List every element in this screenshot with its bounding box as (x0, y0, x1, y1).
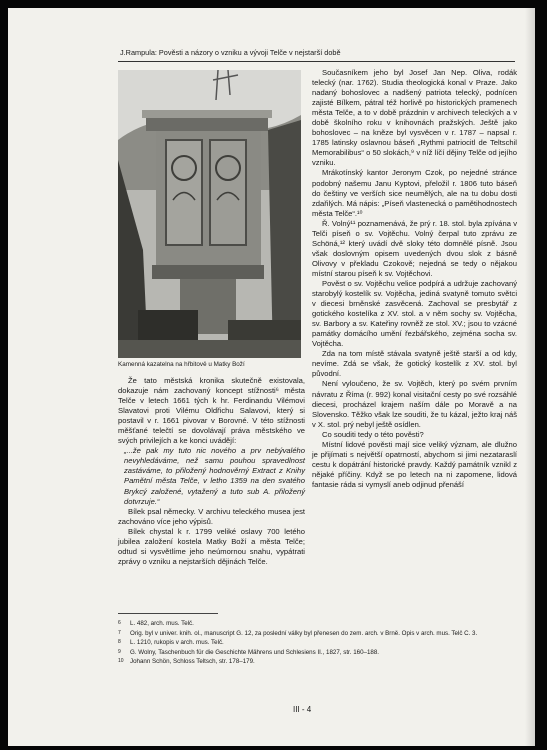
paragraph: Bílek chystal k r. 1799 veliké oslavy 700 letého jubilea založení kostela Matky Boží a města Telče; odtud si vysvětlíme jeho neúmornou snahu, vypátrati zprávy o vzniku a nejstarších dějinách Telče. (118, 526, 305, 566)
page (8, 8, 535, 746)
footnote-number: 9 (118, 648, 121, 655)
running-header: J.Rampula: Pověsti a názory o vzniku a vývoji Telče v nejstarší době (120, 48, 341, 57)
paragraph: Místní lidové pověsti mají sice veliký význam, ale dlužno je přijímati s největší opatrností, abychom si jimi nezataraslí cestu k dopátrání historické pravdy. Každý památník vznikl z nějaké příčiny. Když se po letech na ni zapomene, lidová fantasie ráda si vymyslí aneb odjinud přenáší (312, 439, 517, 489)
paragraph: Bílek psal německy. V archivu teleckého musea jest zachováno více jeho výpisů. (118, 506, 305, 526)
footnote (118, 629, 517, 639)
footnote-rule (118, 613, 218, 614)
header-rule (118, 61, 515, 62)
footnote-number: 8 (118, 639, 121, 646)
footnote-number: 10 (118, 658, 124, 665)
footnote-text: L. 482, arch. mus. Telč. (130, 620, 194, 627)
footnote (118, 648, 517, 658)
footnote-text: G. Wolny, Taschenbuch für die Geschichte Mährens und Schlesiens II., 1827, str. 160–188. (130, 648, 380, 656)
paragraph: Současníkem jeho byl Josef Jan Nep. Oliva, rodák telecký (nar. 1762). Studia theologická konal v Praze. Jako nadaný bohoslovec a nadšený patriota telecký, podnícen zajisté Bílkem, pátral též horlivě po historických pramenech města Telče, a to v době prázdnin v archivech teleckých a v době školního roku v knihovnách pražských. Ještě jako bohoslovec – na kněze byl vysvěcen v r. 1787 – napsal r. 1785 latinsky oslavnou báseň „Rythmi patriocitl de Teltschil Memorabilibus“ o 50 slokách,⁹ v níž líčí dějiny Telče od jejího vzniku. (312, 68, 517, 168)
right-column (312, 68, 517, 490)
footnote (118, 657, 517, 667)
footnote-text: Orig. byl v univer. knih. ol., manuscript G. 12, za poslední války byl přenesen do zem. arch. v Brně. Opis v arch. mus. Telč C. 3. (130, 629, 478, 637)
paragraph: Co souditi tedy o této pověsti? (322, 429, 424, 439)
paragraph: Že tato městská kronika skutečně existovala, dokazuje nám zachovaný koncept stížnosti⁶ města Telče v letech 1661 tých k hr. Ferdinandu Vilémovi Slavatovi proti Vilému Oldřichu Salavovi, který si postavil v r. 1661 pivovar v Borovné. V této stížnosti měšťané telečtí se dovolávají práva městského ve svých privilejích a ke konci uvádějí: (118, 376, 305, 446)
footnote (118, 638, 517, 648)
paragraph: Zda na tom místě stávala svatyně ještě starší a od kdy, nevíme. Zdá se však, že gotický kostelík z XV. stol. byl původní. (312, 349, 517, 379)
footnote-number: 6 (118, 620, 121, 626)
block-quote: „...že pak my tuto nic nového a prv nebývalého nevyhledáváme, než samu pouhou spravedlnost zastáváme, to přiložený hodnověrný Extract z Knihy Pamětní města Telče, v letho 1359 na den svatého Brykcý založené, vytažený a tuto sub A. přiložený dotvrzuje.“ (124, 446, 305, 506)
footnote-text: L. 1210, rukopis v arch. mus. Telč. (130, 639, 224, 647)
pulpit-photo (118, 70, 301, 358)
footnotes (118, 619, 517, 667)
paragraph: Pověst o sv. Vojtěchu velice podpírá a udržuje zachovaný starobylý kostelík sv. Vojtěcha, jediná svatyně tomuto světci v diecesi brněnské zasvěcená. Zachoval se presbytář z gotického kostelíka z XV. stol. a v něm sochy sv. Vojtěcha, sv. Barbory a sv. Kateřiny rovněž ze stol. XV.; jsou to vzácné památky domácího umění řezbářského, zejména socha sv. Vojtěcha. (312, 278, 517, 349)
page-number: III - 4 (293, 705, 312, 714)
paragraph: Není vyloučeno, že sv. Vojtěch, který po svém prvním návratu z Říma (r. 992) konal visitační cesty po své rozsáhlé diecesi, procházel krajem naším dále po Moravě a na Slovensko. Těžko však lze souditi, že tu kázal, ježto kraj náš v X. stol. prý nebyl ještě osídlen. (312, 379, 517, 429)
paragraph: Mrákotínský kantor Jeronym Czok, po nejedné stránce podobný našemu Janu Kyptovi, přeložil r. 1806 tuto báseň do češtiny ve verších sice neumělých, ale na tu dobu dosti zdařilých. Má nápis: „Píseň vlastenecká o pamětihodnostech města Telče“.¹⁰ (312, 168, 517, 218)
paragraph: Ř. Volný¹¹ poznamenává, že prý r. 18. stol. byla zpívána v Telči píseň o sv. Vojtěchu. Volný čerpal tuto zprávu ze Schöná,¹² který uvádí dvě sloky této domnělé písně. Jsou však doslovným opisem uvedených dvou slok z básně Olivovy v překladu Czokově; nejedná se tedy o nějakou místní starou píseň k sv. Vojtěchovi. (312, 218, 517, 278)
footnote (118, 619, 517, 629)
photo-caption: Kamenná kazatelna na hřbitově u Matky Boží (118, 361, 245, 368)
pulpit-image (118, 70, 301, 358)
footnote-number: 7 (118, 629, 121, 636)
left-column (118, 376, 305, 567)
footnote-text: Johann Schön, Schloss Teltsch, str. 178–179. (130, 658, 255, 666)
